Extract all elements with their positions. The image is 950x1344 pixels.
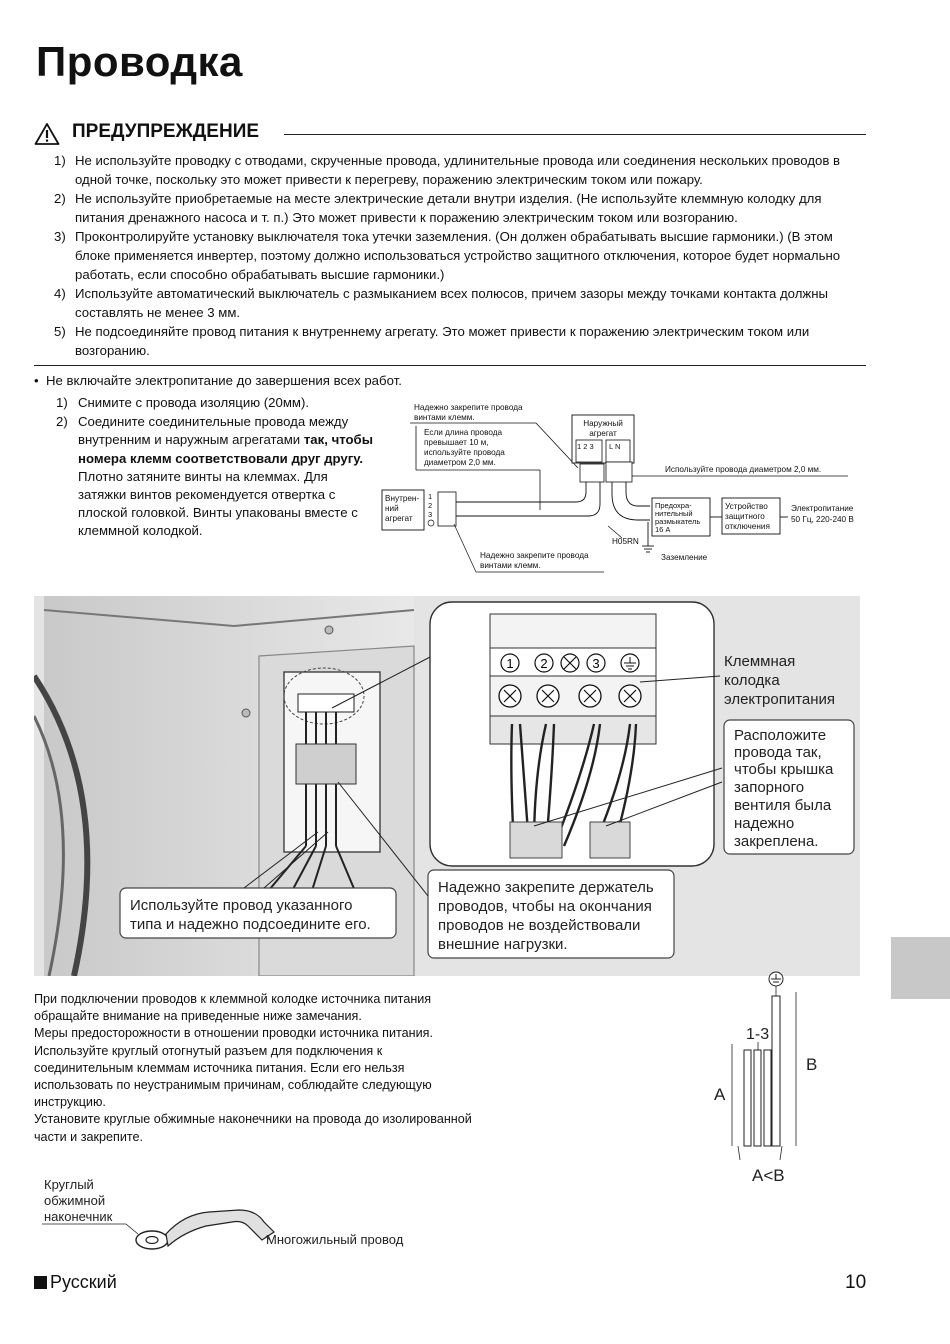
- length-note: превышает 10 м,: [424, 438, 489, 447]
- power-cable-gland: [606, 462, 632, 482]
- wire-1: [744, 1050, 751, 1146]
- step-text-bold: так, чтобы номера клемм соответствовали друг другу.: [78, 432, 373, 466]
- rcd-label: защитного: [725, 512, 765, 521]
- holder-note: внешние нагрузки.: [438, 936, 568, 953]
- ground-wire: [772, 996, 780, 1146]
- wire-type-note: типа и надежно подсоедините его.: [130, 916, 371, 933]
- power-bullet: • Не включайте электропитание до завершения всех работ.: [34, 373, 402, 388]
- outdoor-power-terminals: L N: [609, 442, 621, 451]
- screw-icon: [242, 709, 250, 717]
- section-tab: [891, 937, 950, 999]
- crimp-label: обжимной: [44, 1193, 106, 1208]
- page-title: Проводка: [36, 38, 243, 85]
- warning-header: [34, 121, 866, 147]
- cable-sheath: [590, 822, 630, 858]
- terminal-3-label: 3: [592, 656, 600, 671]
- leader-line: [738, 1146, 740, 1160]
- terminal-2-label: 2: [540, 656, 548, 671]
- holder-note: проводов, чтобы на окончания: [438, 898, 652, 915]
- cable-outline: [456, 480, 586, 502]
- power-supply-label: Электропитание: [791, 504, 854, 513]
- length-note: используйте провода: [424, 448, 505, 457]
- arrange-note: провода так,: [734, 744, 822, 761]
- arrange-note: надежно: [734, 815, 795, 832]
- page-number: 10: [845, 1272, 867, 1293]
- indoor-terminal-num: 3: [428, 510, 433, 519]
- terminal-base: [490, 716, 656, 744]
- terminal-block-small: [298, 694, 354, 712]
- leader-line: [454, 524, 476, 572]
- language-label: [34, 1272, 117, 1293]
- outdoor-terminals: 1 2 3: [577, 442, 594, 451]
- holder-note: Надежно закрепите держатель: [438, 879, 654, 896]
- square-bullet-icon: [34, 1276, 47, 1289]
- ring-hole: [146, 1237, 158, 1244]
- crimp-label: Круглый: [44, 1177, 94, 1192]
- length-comparison-label: A<B: [752, 1166, 785, 1185]
- secure-note-bottom: Надежно закрепите провода: [480, 551, 589, 560]
- secure-note-top: Надежно закрепите провода: [414, 403, 523, 412]
- step-number: 1): [56, 395, 68, 410]
- cable-type: H05RN: [612, 537, 639, 546]
- terminal-1-label: 1: [506, 656, 514, 671]
- warning-item: [54, 322, 866, 360]
- step-text: Плотно затяните винты на клеммах. Для затяжки винтов рекомендуется отвертка с плоской головкой. Винты упакованы вместе с клеммной колодкой.: [78, 468, 358, 539]
- power-supply-label: 50 Гц, 220-240 В: [791, 515, 854, 524]
- ground-terminal-icon: [428, 520, 434, 526]
- outdoor-unit-label: Наружный: [583, 419, 623, 428]
- dimension-b-label: B: [806, 1055, 818, 1074]
- crimp-label: наконечник: [44, 1209, 113, 1224]
- steps: [54, 394, 374, 541]
- warning-title: ПРЕДУПРЕЖДЕНИЕ: [72, 121, 260, 142]
- warning-item: [54, 189, 866, 227]
- length-note: диаметром 2,0 мм.: [424, 458, 496, 467]
- indoor-unit-label: агрегат: [385, 514, 413, 523]
- holder-note: проводов не воздействовали: [438, 917, 641, 934]
- crimp-illustration: [34, 1174, 434, 1258]
- leader-line: [780, 1146, 782, 1160]
- item-number: 5): [54, 324, 66, 339]
- breaker-label: размыкатель: [655, 517, 701, 526]
- wire-length-diagram: [700, 966, 840, 1190]
- note-paragraph: Используйте круглый отогнутый разъем для подключения к соединительным клеммам источника питания. Если его нельзя использовать по неустранимым причинам, соблюдайте следующую инструкцию.: [34, 1043, 432, 1110]
- outdoor-unit-label: агрегат: [589, 429, 617, 438]
- cable-gland: [580, 464, 604, 482]
- wire-type-note: Используйте провод указанного: [130, 897, 353, 914]
- wire-2: [754, 1050, 761, 1146]
- warning-item: [54, 284, 866, 322]
- warning-icon: [34, 122, 60, 146]
- terminal-photo: [34, 596, 860, 976]
- stranded-wire-label: Многожильный провод: [266, 1232, 404, 1247]
- indoor-unit-label: ний: [385, 504, 399, 513]
- indoor-unit-label: Внутрен-: [385, 494, 420, 503]
- item-number: 2): [54, 191, 66, 206]
- step-number: 2): [56, 414, 68, 430]
- warning-list: [54, 151, 866, 360]
- section-divider: [34, 365, 866, 366]
- crimp-sleeve: [166, 1210, 274, 1246]
- step-text: Соедините соединительные провода между внутренним и наружным агрегатами: [78, 414, 349, 448]
- item-text: Проконтролируйте установку выключателя тока утечки заземления. (Он должен обрабатывать высшие гармоники.) (В этом блоке применяется инвертер, поэтому должно использоваться устройство защитного отключения, которое будет нормально работать, если способно обрабатывать высшие гармоники.): [75, 229, 841, 282]
- arrange-note: чтобы крышка: [734, 761, 834, 778]
- length-note: Если длина провода: [424, 428, 503, 437]
- item-number: 1): [54, 153, 66, 168]
- step-1: [54, 394, 374, 412]
- wires-13-label: 1-3: [746, 1026, 770, 1043]
- warning-rule: [284, 134, 866, 135]
- cable-sheath: [510, 822, 562, 858]
- indoor-terminal-clamp: [438, 492, 456, 526]
- note-paragraph: При подключении проводов к клеммной колодке источника питания обращайте внимание на приведенные ниже замечания.: [34, 992, 432, 1024]
- rcd-label: отключения: [725, 522, 770, 531]
- item-number: 4): [54, 286, 66, 301]
- warning-item: [54, 151, 866, 189]
- breaker-label: Предохра-: [655, 501, 692, 510]
- wire-size-note: Используйте провода диаметром 2,0 мм.: [665, 465, 822, 474]
- indoor-terminal-num: 2: [428, 501, 433, 510]
- leader-line: [126, 1224, 138, 1234]
- rcd-label: Устройство: [725, 502, 768, 511]
- arrange-note: вентиля была: [734, 797, 832, 814]
- secure-note-top: винтами клемм.: [414, 413, 475, 422]
- breaker-label: нительный: [655, 509, 693, 518]
- step-2: [54, 413, 374, 540]
- arrange-note: запорного: [734, 779, 805, 796]
- item-text: Не используйте проводку с отводами, скрученные провода, удлинительные провода или соединения нескольких проводов в одной точке, поскольку это может привести к перегреву, поражению электрическим током или пожару.: [75, 153, 841, 187]
- arrange-note: закреплена.: [734, 833, 819, 850]
- warning-item: [54, 227, 866, 284]
- arrange-note: Расположите: [734, 727, 827, 744]
- terminal-top: [490, 614, 656, 648]
- cable-outline: [456, 480, 600, 516]
- screw-icon: [325, 626, 333, 634]
- bullet-text: Не включайте электропитание до завершения всех работ.: [45, 373, 402, 388]
- item-text: Не используйте приобретаемые на месте электрические детали внутри изделия. (Не используйте клеммную колодку для питания дренажного насоса и т. п.) Это может привести к поражению электрическим током или возгоранию.: [75, 191, 822, 225]
- ground-label: Заземление: [661, 553, 708, 562]
- terminal-block-label: колодка: [724, 672, 780, 689]
- wire-3: [764, 1050, 771, 1146]
- note-paragraph: Установите круглые обжимные наконечники на провода до изолированной части и закрепите.: [34, 1112, 472, 1144]
- wiring-schematic: [380, 398, 870, 578]
- item-text: Используйте автоматический выключатель с размыканием всех полюсов, причем зазоры между точками контакта должны составлять не менее 3 мм.: [75, 286, 828, 320]
- secure-note-bottom: винтами клемм.: [480, 561, 541, 570]
- terminal-block-label: Клеммная: [724, 653, 796, 670]
- breaker-label: 16 А: [655, 525, 671, 534]
- indoor-terminal-num: 1: [428, 492, 433, 501]
- item-number: 3): [54, 229, 66, 244]
- note-paragraph: Меры предосторожности в отношении проводки источника питания.: [34, 1026, 433, 1041]
- step-text: Снимите с провода изоляцию (20мм).: [78, 395, 310, 410]
- language-text: Русский: [50, 1272, 117, 1292]
- item-text: Не подсоединяйте провод питания к внутреннему агрегату. Это может привести к поражению электрическим током или возгоранию.: [75, 324, 810, 358]
- terminal-block-label: электропитания: [724, 691, 836, 708]
- wire-clamp: [296, 744, 356, 784]
- dimension-a-label: A: [714, 1085, 726, 1104]
- wiring-notes: [34, 991, 474, 1146]
